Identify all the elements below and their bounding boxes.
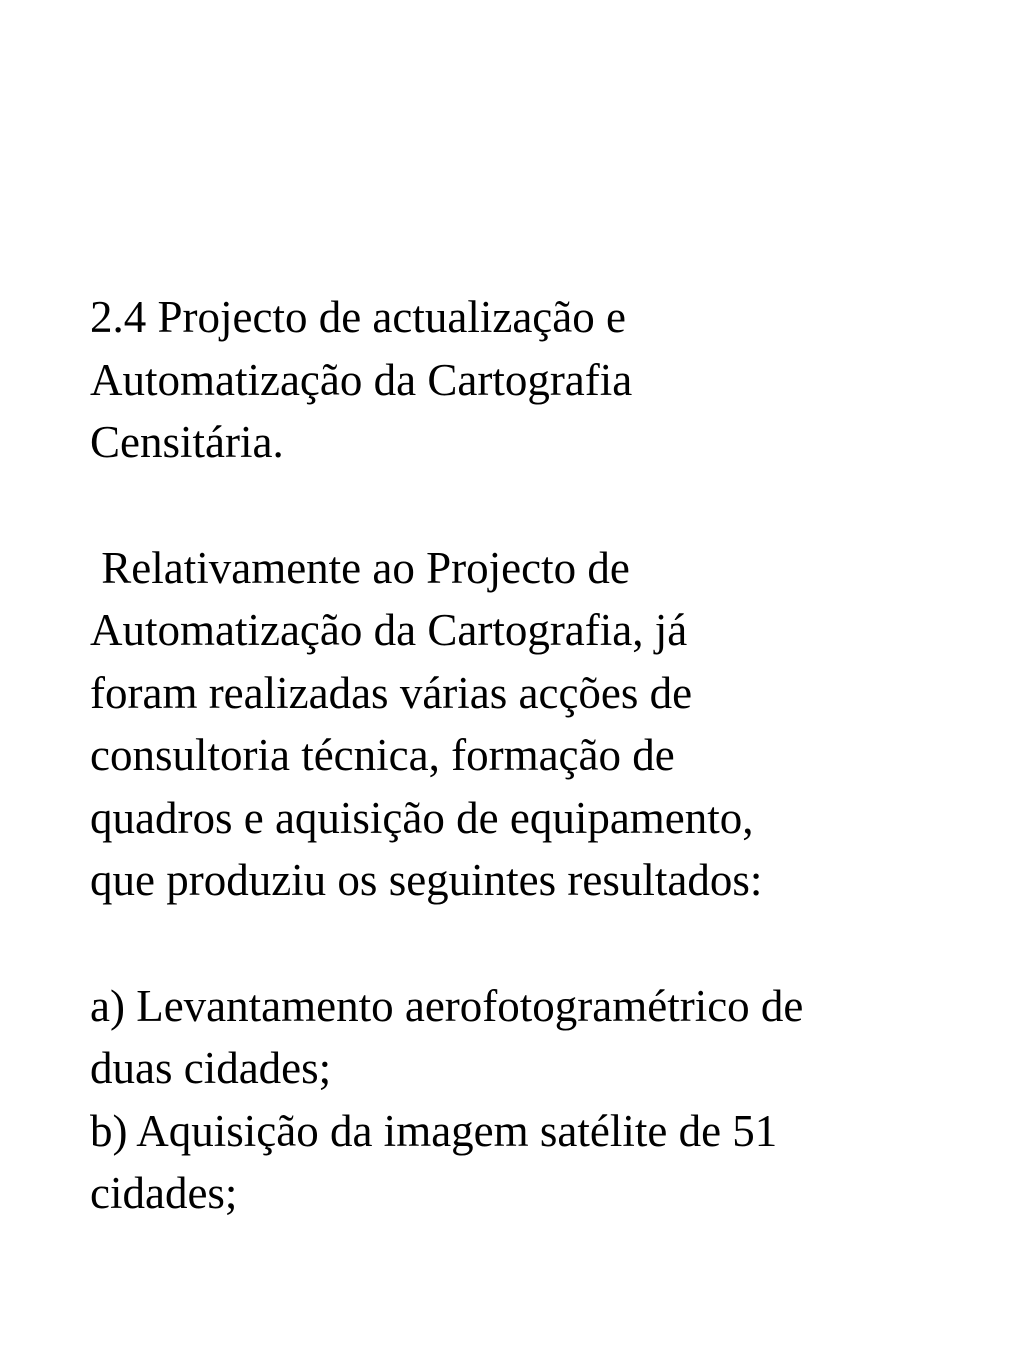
list-item-a [90,975,990,1100]
paragraph-line: Automatização da Cartografia, já [90,605,688,655]
list-item-line: cidades; [90,1168,238,1218]
section-heading [90,286,990,474]
blank-line [90,912,990,975]
paragraph-line: quadros e aquisição de equipamento, [90,792,754,843]
list-item-line: a) Levantamento aerofotogramétrico de [90,980,804,1031]
paragraph-line: foram realizadas várias acções de [90,667,693,718]
list-item-line: b) Aquisição da imagem satélite de 51 [90,1105,778,1156]
list-item-line: duas cidades; [90,1043,332,1093]
results-list [90,975,990,1225]
heading-line: 2.4 Projecto de actualização e [90,292,626,342]
blank-line [90,474,990,537]
paragraph-line: Relativamente ao Projecto de [90,542,630,593]
heading-line: Censitária. [90,417,284,467]
paragraph-line: consultoria técnica, formação de [90,730,675,780]
body-paragraph [90,537,990,912]
slide-content [90,286,990,1225]
heading-line: Automatização da Cartografia [90,354,633,405]
paragraph-line: que produziu os seguintes resultados: [90,855,763,905]
list-item-b [90,1100,990,1225]
